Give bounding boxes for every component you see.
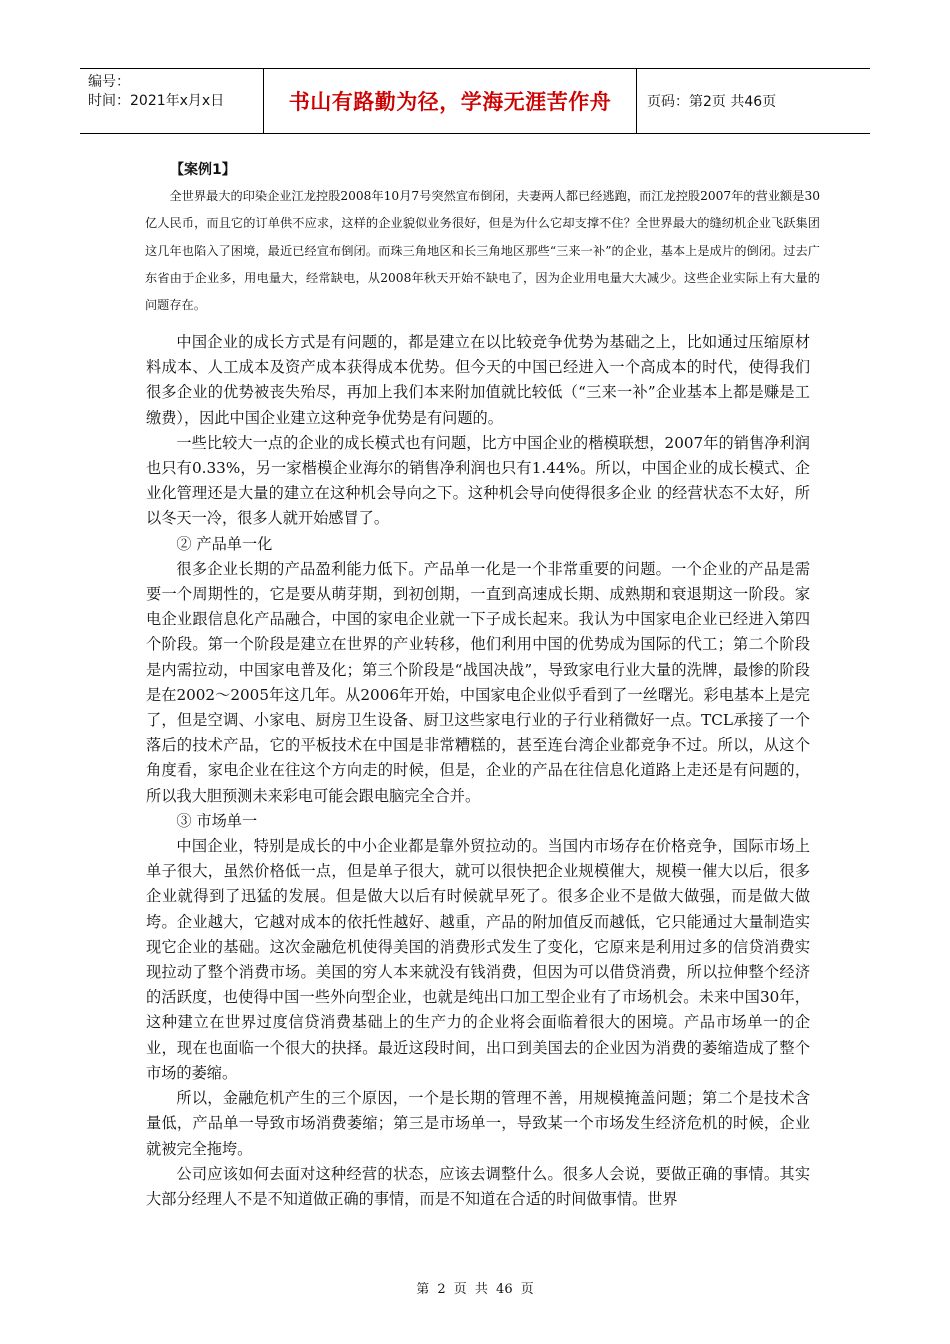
case-intro	[145, 183, 820, 319]
number-label: 编号：	[88, 74, 130, 90]
header-page-info: 页码：第2页 共46页	[647, 94, 777, 110]
header-meta	[80, 69, 264, 133]
paragraph: 所以，金融危机产生的三个原因，一个是长期的管理不善，用规模掩盖问题；第二个是技术含量低，产品单一导致市场消费萎缩；第三是市场单一，导致某一个市场发生经济危机的时候，企业就被完全拖垮。	[146, 1089, 810, 1158]
section-heading: ② 产品单一化	[176, 534, 273, 553]
case-title: 【案例1】	[170, 162, 236, 178]
paragraph: 中国企业，特别是成长的中小企业都是靠外贸拉动的。当国内市场存在价格竞争，国际市场上单子很大，虽然价格低一点，但是单子很大，就可以很快把企业规模催大，规模一催大以后，很多企业就得到了迅猛的发展。但是做大以后有时候就早死了。很多企业不是做大做强，而是做大做垮。企业越大，它越对成本的依托性越好、越重，产品的附加值反而越低，它只能通过大量制造实现它企业的基础。这次金融危机使得美国的消费形式发生了变化，它原来是利用过多的信贷消费实现拉动了整个消费市场。美国的穷人本来就没有钱消费，但因为可以借贷消费，所以拉伸整个经济的活跃度，也使得中国一些外向型企业，也就是纯出口加工型企业有了市场机会。未来中国30年，这种建立在世界过度信贷消费基础上的生产力的企业将会面临着很大的困境。产品市场单一的企业，现在也面临一个很大的抉择。最近这段时间，出口到美国去的企业因为消费的萎缩造成了整个市场的萎缩。	[146, 837, 810, 1082]
date-label: 时间：2021年x月x日	[88, 93, 225, 109]
page-footer: 第 2 页 共 46 页	[416, 1282, 534, 1297]
intro-paragraph: 全世界最大的印染企业江龙控股2008年10月7号突然宣布倒闭，夫妻两人都已经逃跑，而江龙控股2007年的营业额是30亿人民币，而且它的订单供不应求，这样的企业貌似业务很好，但是为什么它却支撑不住？全世界最大的缝纫机企业飞跃集团这几年也陷入了困境，最近已经宣布倒闭。而珠三角地区和长三角地区那些“三来一补”的企业，基本上是成片的倒闭。过去广东省由于企业多，用电量大，经常缺电，从2008年秋天开始不缺电了，因为企业用电量大大减少。这些企业实际上有大量的问题存在。	[145, 189, 820, 313]
paragraph: 很多企业长期的产品盈利能力低下。产品单一化是一个非常重要的问题。一个企业的产品是需要一个周期性的，它是要从萌芽期，到初创期，一直到高速成长期、成熟期和衰退期这一阶段。家电企业跟信息化产品融合，中国的家电企业就一下子成长起来。我认为中国家电企业已经进入第四个阶段。第一个阶段是建立在世界的产业转移，他们利用中国的优势成为国际的代工；第二个阶段是内需拉动，中国家电普及化；第三个阶段是“战国决战”，导致家电行业大量的洗牌，最惨的阶段是在2002～2005年这几年。从2006年开始，中国家电企业似乎看到了一丝曙光。彩电基本上是完了，但是空调、小家电、厨房卫生设备、厨卫这些家电行业的子行业稍微好一点。TCL承接了一个落后的技术产品，它的平板技术在中国是非常糟糕的，甚至连台湾企业都竞争不过。所以，从这个角度看，家电企业在往这个方向走的时候，但是，企业的产品在往信息化道路上走还是有问题的，所以我大胆预测未来彩电可能会跟电脑完全合并。	[146, 559, 810, 805]
paragraph: 公司应该如何去面对这种经营的状态，应该去调整什么。很多人会说，要做正确的事情。其实大部分经理人不是不知道做正确的事情，而是不知道在合适的时间做事情。世界	[146, 1164, 810, 1208]
page-header	[80, 68, 870, 134]
header-motto: 书山有路勤为径，学海无涯苦作舟	[264, 69, 637, 133]
main-text	[146, 330, 810, 1212]
section-heading: ③ 市场单一	[176, 811, 258, 830]
paragraph: 中国企业的成长方式是有问题的，都是建立在以比较竞争优势为基础之上，比如通过压缩原材料成本、人工成本及资产成本获得成本优势。但今天的中国已经进入一个高成本的时代，使得我们很多企业的优势被丧失殆尽，再加上我们本来附加值就比较低（“三来一补”企业基本上都是赚是工缴费），因此中国企业建立这种竞争优势是有问题的。	[146, 333, 810, 427]
paragraph: 一些比较大一点的企业的成长模式也有问题，比方中国企业的楷模联想，2007年的销售净利润也只有0.33%，另一家楷模企业海尔的销售净利润也只有1.44%。所以，中国企业的成长模式、企业化管理还是大量的建立在这种机会导向之下。这种机会导向使得很多企业 的经营状态不太好，所以冬天一冷，很多人就开始感冒了。	[146, 433, 810, 528]
